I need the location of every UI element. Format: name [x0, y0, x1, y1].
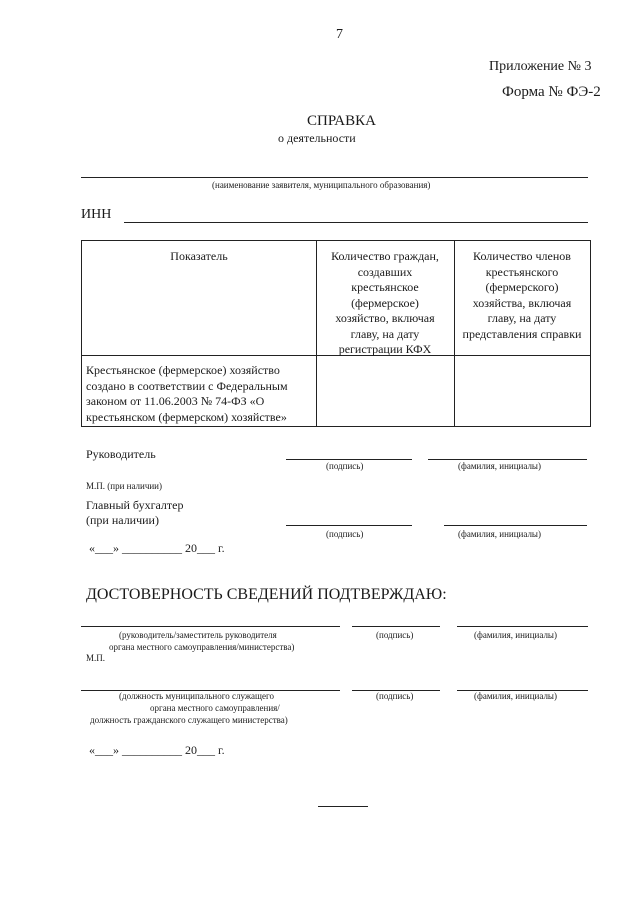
head-name-line — [428, 459, 587, 460]
accountant-signature-caption: (подпись) — [326, 529, 364, 539]
date-line-2: «___» __________ 20___ г. — [89, 743, 225, 757]
accountant-signature-line — [286, 525, 412, 526]
form-number: Форма № ФЭ-2 — [502, 84, 601, 100]
head-label: Руководитель — [86, 447, 156, 461]
employee-caption-end: должность гражданского служащего министерства) — [90, 715, 288, 725]
document-title: СПРАВКА — [307, 113, 376, 129]
confirm-title: ДОСТОВЕРНОСТЬ СВЕДЕНИЙ ПОДТВЕРЖДАЮ: — [86, 586, 447, 603]
official-caption-continued: органа местного самоуправления/министерства) — [109, 642, 295, 652]
employee-caption: (должность муниципального служащего — [119, 691, 274, 701]
stamp-note: М.П. (при наличии) — [86, 481, 162, 491]
head-signature-line — [286, 459, 412, 460]
official-caption: (руководитель/заместитель руководителя — [119, 630, 277, 640]
date-line-1: «___» __________ 20___ г. — [89, 541, 225, 555]
table-header-founders-count: Количество граждан, создавших крестьянское (фермерское) хозяйство, включая главу, на дату регистрации КФХ — [331, 249, 439, 356]
accountant-name-caption: (фамилия, инициалы) — [458, 529, 541, 539]
appendix-label: Приложение № 3 — [489, 59, 592, 74]
applicant-caption: (наименование заявителя, муниципального образования) — [212, 180, 431, 190]
table-header-members-count: Количество членов крестьянского (фермерского) хозяйства, включая главу, на дату представления справки — [462, 249, 582, 341]
official-name-line — [457, 626, 588, 627]
official-position-line — [81, 626, 340, 627]
inn-line — [124, 222, 588, 223]
employee-caption-continued: органа местного самоуправления/ — [150, 703, 280, 713]
accountant-label-note: (при наличии) — [86, 513, 159, 527]
official-stamp: М.П. — [86, 653, 106, 663]
head-signature-caption: (подпись) — [326, 461, 364, 471]
accountant-name-line — [444, 525, 587, 526]
head-name-caption: (фамилия, инициалы) — [458, 461, 541, 471]
employee-name-caption: (фамилия, инициалы) — [474, 691, 557, 701]
footer-separator — [318, 806, 368, 807]
document-subtitle: о деятельности — [278, 131, 356, 145]
activity-table — [81, 240, 591, 427]
official-signature-line — [352, 626, 440, 627]
page-number: 7 — [336, 27, 343, 42]
table-header-indicator: Показатель — [170, 249, 228, 263]
official-name-caption: (фамилия, инициалы) — [474, 630, 557, 640]
official-signature-caption: (подпись) — [376, 630, 414, 640]
inn-label: ИНН — [81, 207, 112, 222]
applicant-name-line — [81, 177, 588, 178]
employee-signature-caption: (подпись) — [376, 691, 414, 701]
table-row-label: Крестьянское (фермерское) хозяйство создано в соответствии с Федеральным законом от 11.06.2003 № 74-ФЗ «О крестьянском (фермерском) хозяйстве» — [86, 363, 288, 424]
accountant-label: Главный бухгалтер — [86, 498, 184, 512]
